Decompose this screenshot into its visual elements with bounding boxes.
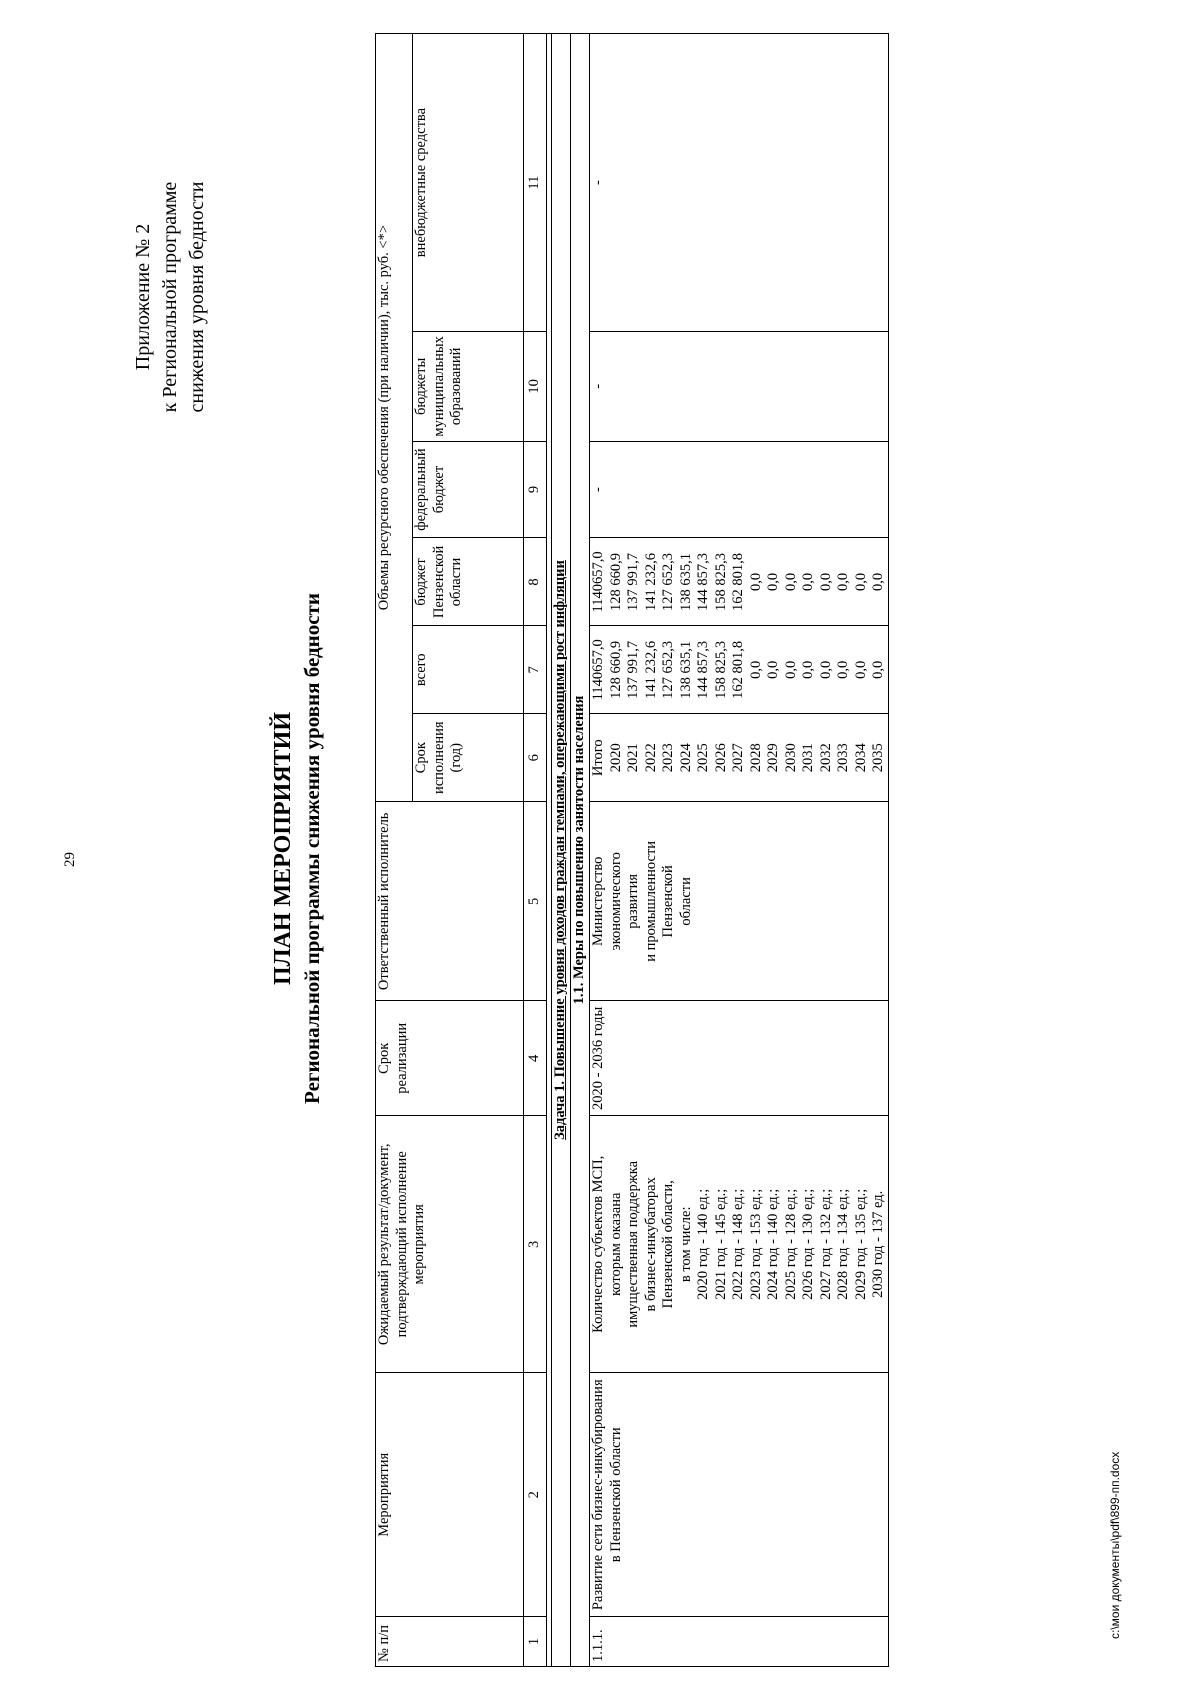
column-numbers-row bbox=[524, 34, 547, 1667]
total-cell: 0,0 bbox=[765, 660, 781, 679]
regional-cell: 138 635,1 bbox=[677, 552, 694, 611]
header-row-1 bbox=[376, 34, 413, 1667]
subsection-row bbox=[571, 34, 590, 1667]
result-line: 2029 год - 135 ед.; bbox=[852, 1188, 869, 1300]
regional-cell: 0,0 bbox=[817, 572, 834, 592]
column-number: 8 bbox=[524, 538, 547, 626]
section-row bbox=[552, 34, 571, 1667]
header-num: № п/п bbox=[376, 1617, 524, 1667]
result-line: которым оказана bbox=[607, 1192, 624, 1297]
header-measure: Мероприятия bbox=[376, 1373, 524, 1617]
total-cell: 0,0 bbox=[852, 660, 869, 679]
total-cell: 0,0 bbox=[800, 660, 816, 679]
regional-cell: 158 825,3 bbox=[712, 552, 729, 611]
header-federal: федеральный бюджет bbox=[413, 441, 524, 538]
executor-line: Министерство bbox=[590, 856, 606, 947]
result-line: 2030 год - 137 ед. bbox=[870, 1190, 886, 1298]
document-title: ПЛАН МЕРОПРИЯТИЙ bbox=[270, 711, 296, 986]
appendix-line-1: Приложение № 2 bbox=[132, 223, 154, 371]
regional-cell: 144 857,3 bbox=[695, 552, 711, 611]
total-cell: 127 652,3 bbox=[660, 640, 676, 699]
section-title: Задача 1. Повышение уровня доходов граждан темпами, опережающими рост инфляции bbox=[552, 34, 571, 1667]
plan-table bbox=[375, 33, 889, 1667]
total-cell: 0,0 bbox=[835, 660, 851, 679]
header-regional: бюджет Пензенской области bbox=[413, 538, 524, 626]
year-cell: 2023 bbox=[660, 743, 676, 773]
year-cell: 2024 bbox=[677, 743, 694, 773]
subsection-title: 1.1. Меры по повышению занятости населения bbox=[571, 34, 590, 1667]
row-totals bbox=[590, 626, 889, 714]
column-number: 11 bbox=[524, 34, 547, 332]
total-cell: 0,0 bbox=[817, 660, 834, 679]
column-number: 1 bbox=[524, 1617, 547, 1667]
executor-line: и промышленности bbox=[642, 840, 659, 962]
year-cell: 2035 bbox=[870, 743, 886, 773]
result-line: в том числе: bbox=[677, 1206, 694, 1283]
appendix-line-3: снижения уровня бедности bbox=[186, 181, 208, 413]
appendix-line-2: к Региональной программе bbox=[159, 181, 181, 413]
executor-line: развития bbox=[625, 873, 641, 929]
column-number: 4 bbox=[524, 1001, 547, 1116]
result-line: Пензенской области, bbox=[660, 1180, 676, 1309]
regional-cell: 128 660,9 bbox=[607, 552, 624, 611]
total-cell: 158 825,3 bbox=[712, 640, 729, 699]
year-cell: 2034 bbox=[852, 743, 869, 773]
result-line: Количество субъектов МСП, bbox=[590, 1155, 606, 1333]
year-cell: 2025 bbox=[695, 743, 711, 773]
result-line: 2020 год - 140 ед.; bbox=[695, 1188, 711, 1300]
header-municipal: бюджеты муниципальных образований bbox=[413, 332, 524, 441]
regional-cell: 137 991,7 bbox=[625, 552, 641, 611]
regional-cell: 0,0 bbox=[835, 572, 851, 592]
result-line: 2021 год - 145 ед.; bbox=[712, 1188, 729, 1300]
header-executor: Ответственный исполнитель bbox=[376, 802, 524, 1001]
year-cell: 2031 bbox=[800, 743, 816, 773]
total-cell: 138 635,1 bbox=[677, 640, 694, 699]
total-cell: 144 857,3 bbox=[695, 640, 711, 699]
year-cell: 2028 bbox=[747, 743, 764, 773]
row-executor bbox=[590, 802, 889, 1001]
result-line: 2023 год - 153 ед.; bbox=[747, 1188, 764, 1300]
year-cell: Итого bbox=[590, 739, 606, 777]
row-result bbox=[590, 1116, 889, 1373]
regional-cell: 0,0 bbox=[747, 572, 764, 592]
regional-cell: 162 801,8 bbox=[730, 552, 746, 611]
year-cell: 2022 bbox=[642, 743, 659, 773]
year-cell: 2027 bbox=[730, 743, 746, 773]
regional-cell: 0,0 bbox=[765, 572, 781, 592]
column-number: 5 bbox=[524, 802, 547, 1001]
page-number: 29 bbox=[62, 852, 78, 867]
regional-cell: 0,0 bbox=[782, 572, 799, 592]
column-number: 3 bbox=[524, 1116, 547, 1373]
row-extra: - bbox=[590, 34, 889, 332]
result-line: 2022 год - 148 ед.; bbox=[730, 1188, 746, 1300]
year-cell: 2029 bbox=[765, 743, 781, 773]
year-cell: 2020 bbox=[607, 743, 624, 773]
regional-cell: 0,0 bbox=[800, 572, 816, 592]
header-period: Срок реализации bbox=[376, 1001, 524, 1116]
row-regional bbox=[590, 538, 889, 626]
year-cell: 2030 bbox=[782, 743, 799, 773]
row-period: 2020 - 2036 годы bbox=[590, 1001, 889, 1116]
executor-line: области bbox=[677, 877, 694, 926]
total-cell: 0,0 bbox=[870, 660, 886, 679]
header-resources: Объемы ресурсного обеспечения (при наличии), тыс. руб. <*> bbox=[376, 34, 413, 802]
header-extra: внебюджетные средства bbox=[413, 34, 524, 332]
regional-cell: 141 232,6 bbox=[642, 552, 659, 611]
regional-cell: 1140657,0 bbox=[590, 551, 606, 613]
year-cell: 2021 bbox=[625, 743, 641, 773]
document-subtitle: Региональной программы снижения уровня бедности bbox=[300, 593, 324, 1104]
footer-file-path: c:\мои документы\pdf\899-пп.docx bbox=[1108, 1451, 1122, 1639]
column-number: 2 bbox=[524, 1373, 547, 1617]
year-cell: 2033 bbox=[835, 743, 851, 773]
executor-line: экономического bbox=[607, 852, 624, 951]
result-line: 2027 год - 132 ед.; bbox=[817, 1188, 834, 1300]
total-cell: 0,0 bbox=[747, 660, 764, 679]
column-number: 9 bbox=[524, 441, 547, 538]
table-row bbox=[590, 34, 889, 1667]
header-year: Срок исполнения (год) bbox=[413, 714, 524, 802]
header-result: Ожидаемый результат/документ, подтверждающий исполнение мероприятия bbox=[376, 1116, 524, 1373]
column-number: 7 bbox=[524, 626, 547, 714]
result-line: имущественная поддержка bbox=[625, 1160, 641, 1328]
column-number: 6 bbox=[524, 714, 547, 802]
result-line: 2024 год - 140 ед.; bbox=[765, 1188, 781, 1300]
appendix-note bbox=[130, 77, 211, 517]
result-line: в бизнес-инкубаторах bbox=[642, 1177, 659, 1312]
column-number: 10 bbox=[524, 332, 547, 441]
row-measure: Развитие сети бизнес-инкубирования в Пензенской области bbox=[590, 1373, 889, 1617]
result-line: 2026 год - 130 ед.; bbox=[800, 1188, 816, 1300]
total-cell: 0,0 bbox=[782, 660, 799, 679]
regional-cell: 0,0 bbox=[870, 572, 886, 592]
total-cell: 128 660,9 bbox=[607, 640, 624, 699]
header-total: всего bbox=[413, 626, 524, 714]
result-line: 2025 год - 128 ед.; bbox=[782, 1188, 799, 1300]
total-cell: 141 232,6 bbox=[642, 640, 659, 699]
regional-cell: 0,0 bbox=[852, 572, 869, 592]
row-years bbox=[590, 714, 889, 802]
row-federal: - bbox=[590, 441, 889, 538]
total-cell: 1140657,0 bbox=[590, 639, 606, 701]
regional-cell: 127 652,3 bbox=[660, 552, 676, 611]
executor-line: Пензенской bbox=[660, 865, 676, 938]
result-line: 2028 год - 134 ед.; bbox=[835, 1188, 851, 1300]
year-cell: 2026 bbox=[712, 743, 729, 773]
row-num: 1.1.1. bbox=[590, 1617, 889, 1667]
total-cell: 162 801,8 bbox=[730, 640, 746, 699]
year-cell: 2032 bbox=[817, 743, 834, 773]
total-cell: 137 991,7 bbox=[625, 640, 641, 699]
row-municipal: - bbox=[590, 332, 889, 441]
